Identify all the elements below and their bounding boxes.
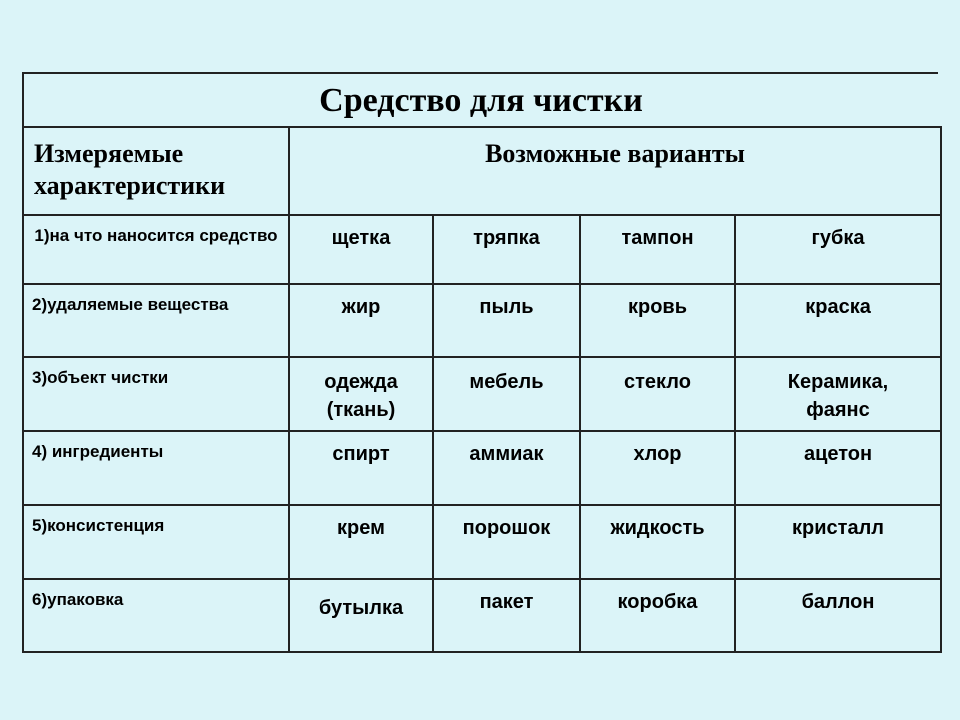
table-row <box>23 357 941 431</box>
row-label: 4) ингредиенты <box>23 431 289 505</box>
row-label: 6)упаковка <box>23 579 289 652</box>
option-cell: аммиак <box>433 431 580 505</box>
option-cell: тряпка <box>433 215 580 284</box>
table-row <box>23 579 941 652</box>
characteristics-table <box>22 126 942 653</box>
option-cell: губка <box>735 215 941 284</box>
option-cell: баллон <box>735 579 941 652</box>
option-cell: мебель <box>433 357 580 431</box>
option-cell: кровь <box>580 284 735 357</box>
option-cell: краска <box>735 284 941 357</box>
table-row <box>23 215 941 284</box>
option-cell: щетка <box>289 215 433 284</box>
option-text: одежда (ткань) <box>324 371 398 421</box>
header-row <box>23 127 941 215</box>
option-cell: жир <box>289 284 433 357</box>
option-cell: крем <box>289 505 433 579</box>
option-cell: стекло <box>580 357 735 431</box>
option-cell: кристалл <box>735 505 941 579</box>
option-cell: коробка <box>580 579 735 652</box>
row-label: 1)на что наносится средство <box>23 215 289 284</box>
option-cell: пакет <box>433 579 580 652</box>
table-row <box>23 505 941 579</box>
option-cell: спирт <box>289 431 433 505</box>
option-cell: бутылка <box>289 579 433 652</box>
header-variants: Возможные варианты <box>289 127 941 215</box>
option-cell: хлор <box>580 431 735 505</box>
table-row <box>23 431 941 505</box>
option-cell: тампон <box>580 215 735 284</box>
option-cell: пыль <box>433 284 580 357</box>
option-cell: ацетон <box>735 431 941 505</box>
header-characteristics: Измеряемые характеристики <box>23 127 289 215</box>
row-label: 2)удаляемые вещества <box>23 284 289 357</box>
table-row <box>23 284 941 357</box>
option-cell: порошок <box>433 505 580 579</box>
option-cell <box>735 357 941 431</box>
row-label: 3)объект чистки <box>23 357 289 431</box>
option-cell <box>289 357 433 431</box>
option-text: Керамика, фаянс <box>787 371 889 421</box>
row-label: 5)консистенция <box>23 505 289 579</box>
option-cell: жидкость <box>580 505 735 579</box>
table-title: Средство для чистки <box>22 72 938 128</box>
